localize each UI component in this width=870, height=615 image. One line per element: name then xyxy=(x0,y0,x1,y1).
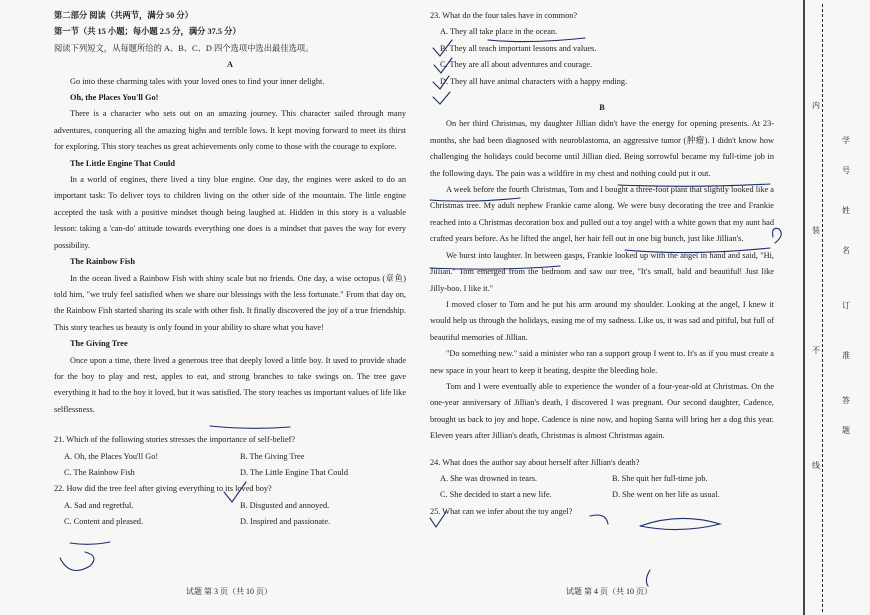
option-d[interactable]: D. They all have animal characters with a happy ending. xyxy=(440,76,628,86)
story-text: In the ocean lived a Rainbow Fish with shiny scale but no friends. One day, a wise octopus (章鱼) told him, "we truly feel satisfied when we share our blessings with the less fortunate." From that day on, the Rainbow Fish started sharing its scale with other fish. It finally discovered the joy of a true friendship. This story teaches us beauty is only found in your ability to share what you have! xyxy=(54,273,406,332)
option-a[interactable]: A. They all take place in the ocean. xyxy=(440,27,558,37)
underline-mark xyxy=(625,248,770,253)
question-24: 24. What does the author say about herself after Jillian's death? xyxy=(430,457,640,467)
section-title: 第一节（共 15 小题；每小题 2.5 分，满分 37.5 分） xyxy=(54,27,241,37)
story-text: Once upon a time, there lived a generous tree that deeply loved a little boy. It used to provide shade for the boy to play and rest, apples to eat, and strong branches to take swings on. The tree gave everything it had to the boy it loved, but it was satisfied. The story teaches us important values of life like selflessness. xyxy=(54,355,406,414)
checkmark-mark xyxy=(433,92,450,104)
binding-char: 不 xyxy=(812,346,820,355)
underline-mark xyxy=(430,266,560,269)
circle-mark xyxy=(640,518,720,529)
underline-mark xyxy=(488,38,585,42)
page-footer: 试题 第 4 页（共 10 页） xyxy=(566,587,652,596)
passage-paragraph: A week before the fourth Christmas, Tom and I bought a three-foot plant that slightly looked like a Christmas tree. My adult nephew Frankie came along. We were busy decorating the tree and Frankie reached into a Christmas decoration box and pulled out a toy angel with a white gown that my aunt had crafted years before. As he lifted the angel, her hair fell out in one big bunch, just like Jillian's. xyxy=(430,185,774,244)
passage-paragraph: We burst into laughter. In between gasps, Frankie looked up with the angel in hand and said, "Hi, Jillian." Tom emerged from the bedroom and saw our tree, "It's small, bald and beautiful! Just like Jilly-boo. I like it." xyxy=(430,250,774,293)
option-a[interactable]: A. She was drowned in tears. xyxy=(440,473,538,483)
binding-char: 准 xyxy=(842,351,850,360)
question-23: 23. What do the four tales have in common? xyxy=(430,11,578,20)
option-c[interactable]: C. Content and pleased. xyxy=(64,517,144,527)
passage-intro: Go into these charming tales with your loved ones to find your inner delight. xyxy=(70,76,325,86)
binding-char: 内 xyxy=(812,101,820,110)
story-title: The Little Engine That Could xyxy=(70,158,175,168)
option-d[interactable]: D. The Little Engine That Could xyxy=(240,467,348,477)
checkmark-mark xyxy=(430,512,446,527)
binding-char: 号 xyxy=(842,166,850,175)
page-footer: 试题 第 3 页（共 10 页） xyxy=(186,587,272,596)
story-text: In a world of engines, there lived a tiny blue engine. One day, the engines were asked to do an important task: To deliver toys to children living on the other side of the mountain. The little engine accepted the task with a positive mindset though being laughed at. Hidden in this story is a valuable lesson: taking a 'can-do' attitude towards everything one does is a mindset that paves the way for every possibility. xyxy=(54,175,406,250)
underline-mark xyxy=(70,542,110,544)
option-b[interactable]: B. She quit her full-time job. xyxy=(612,473,708,483)
story-text: There is a character who sets out on an amazing journey. This character sailed through many adventures, conquering all the amazing highs and terrible lows. It kept moving forward to meet its thirst for exploring. This story teaches us great achievements only come to those with the courage to explore. xyxy=(54,109,406,152)
checkmark-mark xyxy=(434,58,452,73)
option-b[interactable]: B. The Giving Tree xyxy=(240,451,305,461)
option-d[interactable]: D. Inspired and passionate. xyxy=(240,517,331,527)
option-a[interactable]: A. Sad and regretful. xyxy=(64,500,134,510)
binding-char: 名 xyxy=(842,246,850,255)
option-c[interactable]: C. She decided to start a new life. xyxy=(440,490,552,500)
passage-letter-a: A xyxy=(227,60,233,70)
option-b[interactable]: B. Disgusted and annoyed. xyxy=(240,500,330,510)
passage-letter-b: B xyxy=(599,103,605,113)
circle-mark xyxy=(60,552,94,571)
story-title: The Giving Tree xyxy=(70,339,128,349)
underline-mark xyxy=(210,426,290,428)
option-c[interactable]: C. They are all about adventures and courage. xyxy=(440,60,593,70)
question-25: 25. What can we infer about the toy angel? xyxy=(430,506,573,516)
underline-mark xyxy=(618,184,770,186)
passage-paragraph: Tom and I were eventually able to experience the wonder of a four-year-old at Christmas. On the one-year anniversary of Jillian's death, I discovered I was pregnant. Our second daughter, Cadence, brought us back to joy and hope. Cadence is nine now, and hoping Santa will bring her a dog this year. Eleven years after Jillian's death, Christmas is almost Christmas again. xyxy=(430,381,774,441)
instructions: 阅读下列短文，从每题所给的 A、B、C、D 四个选项中选出最佳选项。 xyxy=(54,43,314,53)
swirl-mark xyxy=(773,228,782,243)
passage-paragraph: On her third Christmas, my daughter Jillian didn't have the energy for opening presents. At 23-months, she had been diagnosed with neuroblastoma, an aggressive tumor (肿瘤). I didn't know how challenging the holidays could become until Jillian died. Being sorrowful became my full-time job in the following days. The pain was a wildfire in my chest and nothing could put it out. xyxy=(430,119,774,178)
option-a[interactable]: A. Oh, the Places You'll Go! xyxy=(64,451,159,461)
checkmark-mark xyxy=(224,482,246,502)
underline-mark xyxy=(430,198,520,201)
option-b[interactable]: B. They all teach important lessons and values. xyxy=(440,43,597,53)
option-d[interactable]: D. She went on her life as usual. xyxy=(612,490,720,500)
story-title: The Rainbow Fish xyxy=(70,257,136,267)
option-c[interactable]: C. The Rainbow Fish xyxy=(64,467,135,477)
binding-char: 答 xyxy=(842,396,850,405)
passage-paragraph: I moved closer to Tom and he put his arm around my shoulder. Looking at the angel, I knew it would help us through the holidays, easing me of my sadness. Like us, it was sad and pitiful, but full of beautiful memories of Jillian. xyxy=(430,299,774,342)
binding-char: 订 xyxy=(842,301,850,310)
binding-char: 线 xyxy=(812,461,820,470)
checkmark-mark xyxy=(433,76,449,89)
question-21: 21. Which of the following stories stresses the importance of self-belief? xyxy=(54,435,296,445)
binding-char: 装 xyxy=(812,226,820,235)
binding-char: 学 xyxy=(842,136,850,145)
question-22: 22. How did the tree feel after giving everything to its loved boy? xyxy=(54,484,272,494)
passage-paragraph: "Do something new." said a minister who ran a support group I went to. It's as if you must create a new space in your heart to keep it beating, despite the bleeding hole. xyxy=(430,349,774,375)
part-title: 第二部分 阅读（共两节，满分 50 分） xyxy=(54,11,193,20)
story-title: Oh, the Places You'll Go! xyxy=(70,93,159,103)
binding-char: 姓 xyxy=(842,206,850,215)
checkmark-mark xyxy=(433,40,452,56)
swirl-mark xyxy=(646,570,650,586)
binding-char: 题 xyxy=(842,426,850,435)
swirl-mark xyxy=(590,515,608,524)
